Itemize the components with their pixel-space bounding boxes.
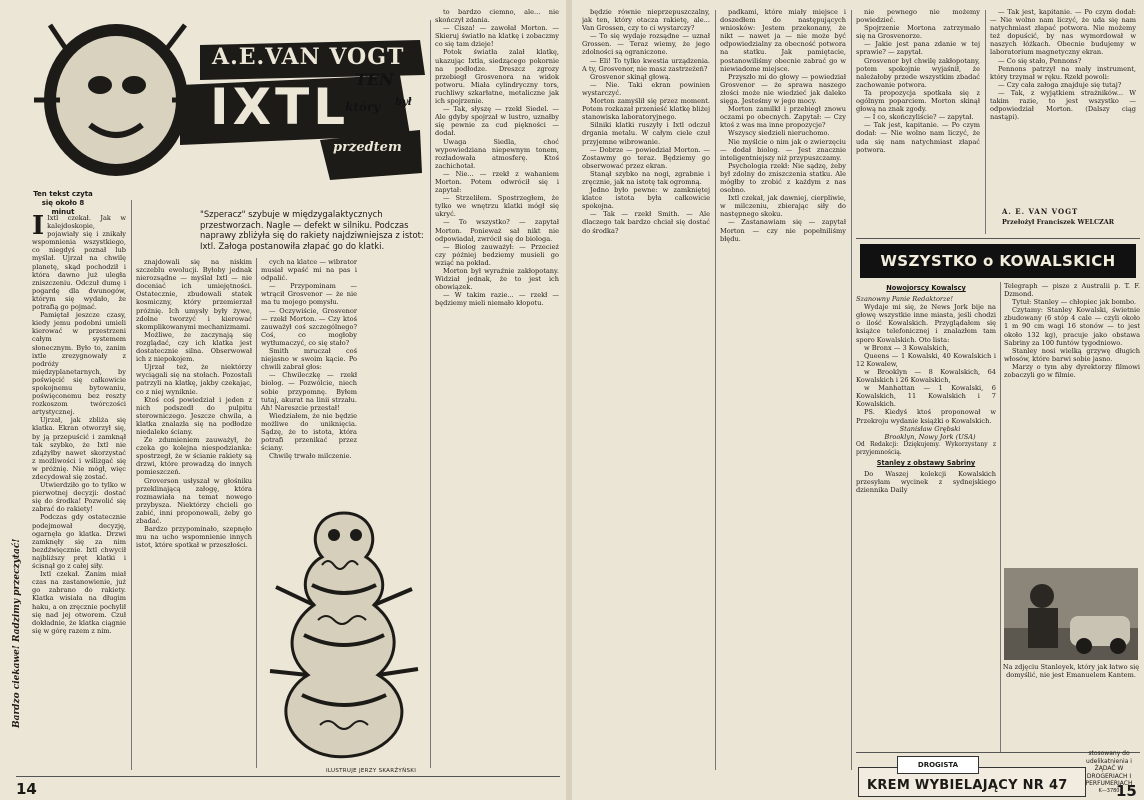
box-title: WSZYSTKO o KOWALSKICH	[860, 244, 1136, 278]
photo-caption: Na zdjęciu Stanleyek, który jak łatwo się domyślić, nie jest Emanuelem Kantem.	[1002, 663, 1140, 680]
drogista-logo: DROGISTA	[897, 756, 979, 774]
ad-headline: KREM WYBIELAJĄCY NR 47	[867, 778, 1068, 793]
sidebar-slogan: Bardzo ciekawe! Radzimy przeczytać!	[12, 538, 22, 728]
box-right-column: Telegraph — pisze z Australii p. T. F. Dzmond. Tytuł: Stanley — chłopiec jak bombo. Czytamy: Stanley Kowalski, świetnie zbudowany (6 stóp 4 cale — czyli około 1 m 90 cm wagi 16 stonów — to jest około 132 kg), pracuje jako obstawa Sabriny za 100 funtów tygodniowo. Stanley nosi wielką grzywę długich włosów, które barwi sobie jasno. Marzy o tym aby dyrektorzy filmowi zobaczyli go w filmie.	[1004, 282, 1140, 380]
reading-time: Ten tekst czyta się około 8 minut	[33, 190, 93, 216]
headline-byl: był	[395, 97, 412, 108]
article-column-3: cych na klatce — wibrator musiał wpaść mi na pas i odpalić. — Przypominam — wtrącił Grosvenor — że nie ma tu mojego pomysłu. — Oczywiście, Grosvenor — rzekł Morton. — Czy ktoś zauważył coś szczególnego? Coś, co mogłoby wytłumaczyć, co się stało? Smith mruczał coś niejasno w swoim kącie. Po chwili zabrał głos: — Chwileczkę — rzekł biolog. — Pozwólcie, niech sobie przypomnę. Byłem tutaj, akurat na linii strzału. Ah! Nareszcie przestał! Wiedziałem, że nie będzie możliwe do uniknięcia. Sądzę, że to istota, która potrafi przenikać przez ściany. Chwilę trwało milczenie.	[261, 258, 357, 461]
headline-title: IXTL	[210, 78, 350, 136]
right-column-3: nie pewnego nie możemy powiedzieć. Spojrzenie Mortona zatrzymało się na Grosvenorze. — Jakie jest pana zdanie w tej sprawie? — zapytał. Grosvenor był chwilę zakłopotany, potem spokojnie wyjaśnił, że należałoby przede wszystkim zbadać zachowanie potwora. Ta propozycja spotkała się z ogólnym poparciem. Morton skinął głową na znak zgody. — I co, skończyliście? — zapytał. — Tak jest, kapitanie. — Po czym dodał: — Nie wolno nam liczyć, że uda się nam natychmiast złapać potwora.	[856, 8, 980, 154]
ad-side-text: stosowany do udelikatnienia i ŻĄDAĆ W DROGERIACH I PERFUMERIACH K—3780	[1085, 750, 1133, 794]
ad-box	[858, 761, 1086, 797]
right-column-1: będzie równie nieprzepuszczalny, jak ten, który otacza rakietę, ale... Van Grossen, czy to ci wystarczy? — To się wydaje rozsądne — uznał Grossen. — Teraz wiemy, że jego zdolności są ograniczone. — Eli! To tylko kwestia urządzenia. A ty, Grosvenor, nie masz zastrzeżeń? Grosvenor skinął głową. — Nie. Taki ekran powinien wystarczyć. Morton zamyślił się przez moment. Potem rozkazał przenieść klatkę bliżej stanowiska laboratoryjnego. Silniki klatki ruszyły i Ixtl odczuł drgania metalu. W całym ciele czuł przyjemne wibrowanie. — Dobrze — powiedział Morton. — Zostawmy go teraz. Będziemy go obserwować przez ekran. Stanął szybko na nogi, zgrabnie i zręcznie, jak na istotę tak ogromną. Jedno było pewne: w zamkniętej klatce istota była całkowicie spokojna. — Tak — rzekł Smith. — Ale dlaczego tak bardzo chciał się dostać do środka?	[582, 8, 710, 235]
translator: Przełożył Franciszek WELCZAR	[1002, 218, 1115, 226]
article-column-2: znajdowali się na niskim szczeblu ewolucji. Byłoby jednak nierozsądne — myślał Ixtl — nie doceniać ich umiejętności. Ostatecznie, zbudowali statek kosmiczny, który przemierzał próżnię. Ich umysły były żywe, zdolne tworzyć i kierować skomplikowanymi mechanizmami. Możliwe, że zaczynają się rozglądać, czy ich klatka jest dostatecznie silna. Obserwował ich z niepokojem. Ujrzał też, że niektórzy wyciągali się na stołach. Pozostali patrzyli na klatkę, jakby czekając, co z niej wyniknie. Ktoś coś powiedział i jeden z nich podszedł do pulpitu sterowniczego. Jeszcze chwila, a klatka znalazła się na podłodze niedaleko ściany. Ze zdumieniem zauważył, że czeka go kolejna niespodzianka: spostrzegł, że w ścianie rakiety są drzwi, które prowadzą do innych pomieszczeń. Groverson usłyszał w głośniku przeklinającą załogę, która rozmawiała na temat nowego przybysza. Niektórzy chcieli go zabić, inni proponowali, żeby go zbadać. Bardzo przypominało, szepnęło mu na ucho wspomnienie innych istot, które spotkał w przeszłości.	[136, 258, 252, 550]
headline-author: A.E.VAN VOGT	[212, 44, 405, 70]
stanley-photo	[1004, 568, 1138, 660]
headline-przedtem: przedtem	[333, 140, 402, 155]
article-lead: "Szperacz" szybuje w międzygalaktycznych przestworzach. Nagle — defekt w silniku. Podczas naprawy zbliżyła się do rakiety najdziwniejsza z istot: Ixtl. Załoga postanowiła złapać go do klatki.	[200, 209, 424, 251]
article-column-1: I Ixtl czekał. Jak w kalejdoskopie, pojawiały się i znikały wspomnienia wszystkiego, co niegdyś poznał lub myślał. Ujrzał na chwilę planetę, skąd pochodził i która dawno już uległa zniszczeniu. Odczuł dumę i pogardę dla dwunogów, którym się wydało, że potrafią go pojmać. Pamiętał jeszcze czasy, kiedy jemu podobni umieli kierować w przestrzeni całym systemem słonecznym. Było to, zanim ixtle zrezygnowały z podróży międzyplanetarnych, by poświęcić się całkowicie spokojnemu bytowaniu, poświęconemu bez reszty rozkoszom twórczości artystycznej. Ujrzał, jak zbliża się klatka. Ekran otworzył się, by ją przepuścić i zamknął tak szybko, że Ixtl nie zdążyłby nawet skorzystać z możliwości i wślizgać się w próżnię. Nie mógł, więc zdecydował się zostać. Utwierdziło go to tylko w pierwotnej decyzji: dostać się do środka! Pozwolić się zabrać do rakiety! Podczas gdy ostatecznie podejmował decyzję, ogarnęła go klatka. Drzwi zamknęły się za nim bezdźwięcznie. Ixtl chwycił najbliższy pręt klatki i ścisnął go z całej siły. Ixtl czekał. Zanim miał czas na zastanowienie, już go zabrano do rakiety. Klatka wisiała na długim haku, a on zręcznie pochylił się nad jej otworem. Czuł dokładnie, że klatka ciągnie się w górę razem z nim.	[32, 214, 126, 635]
box-letter-column: Nowojorscy Kowalscy Szanowny Panie Redaktorze! Wydaje mi się, że News Jork bije na głowę wszystkie inne miasta, jeśli chodzi o ilość Kowalskich. Przyglądałem się książce telefonicznej i znalazłem tam sporo Kowalskich. Oto lista: w Bronx — 3 Kowalskich, Queens — 1 Kowalski, 40 Kowalskich i 12 Kowalew, w Brooklyn — 8 Kowalskich, 64 Kowalskich i 26 Kowalskich, w Manhattan — 1 Kowalski, 6 Kowalskich, 11 Kowalskich i 7 Kowalskich. PS. Kiedyś ktoś proponował w Przekroju wydanie książki o Kowalskich. Stanisław Grębski Brooklyn, Nowy Jork (USA) Od Redakcji: Dziękujemy. Wykorzystany z przyjemnością. Stanley z obstawy Sabriny Do Waszej kolekcji Kowalskich przesyłam wycinek z sydnejskiego dziennika Daily	[856, 284, 996, 495]
right-column-2: padkami, które miały miejsce i doszedłem do następujących wniosków: Jestem przekonany, że nikt — nawet ja — nie może być odpowiedzialny za obecność potwora na statku. Jak pamiętacie, postanowiliśmy obecnie zabrać go w niewiadome miejsce. Przyszło mi do głowy — powiedział Grosvenor — że sprawa naszego złości może nie wiedzieć jak daleko sięga. Jesteśmy w jego mocy. Morton zamilkł i przebiegł znowu oczami po obecnych. Zapytał: — Czy ktoś z was ma inne propozycje? Wszyscy siedzieli nieruchomo. Nie myślcie o nim jak o zwierzęciu — dodał biolog. — Jest znacznie inteligentniejszy niż przypuszczamy. Psychologia rzekł: Nie sądzę, żeby był zdolny do zniszczenia statku. Ale mógłby to zrobić z każdym z nas osobno. Ixtl czekał, jak dawniej, cierpliwie, w milczeniu, zbierając siły do następnego skoku. — Zastanawiam się — zapytał Morton — czy nie popełniliśmy błędu.	[720, 8, 846, 243]
ixtl-illustration	[262, 505, 426, 767]
headline-ktory: który	[345, 100, 381, 114]
author-sign: A. E. VAN VOGT	[1002, 207, 1079, 216]
box-subhead-1: Nowojorscy Kowalscy	[886, 284, 966, 292]
page-number-right: 15	[1116, 782, 1137, 800]
headline-ten: TEN	[355, 70, 394, 89]
page-number-left: 14	[16, 780, 37, 798]
article-column-4: to bardzo ciemno, ale... nie skończył zdania. — Cisza! — zawołał Morton. — Skieruj światło na klatkę i zobaczmy co się tam dzieje! Potok światła zalał klatkę, ukazując Ixtla, siedzącego pokornie na podłodze. Dreszcz zgrozy przebiegł Grosvenora na widok potworu. Miała cylindryczny tors, ruchliwy szkarłatne, metaliczne jak ich spojrzenie. — Tak, słyszę — rzekł Siedel. — Ale gdyby spojrzał w lustro, uznałby się pewnie za cud piękności — dodał. Uwaga Siedla, choć wypowiedziana niepewnym tonem, rozładowała atmosferę. Ktoś zachichotał. — Nie... — rzekł z wahaniem Morton. Potem odwrócił się i zapytał: — Strzeliłem. Spostrzegłem, że tylko we wnętrzu klatki mógł się ukryć. — To wszystko? — zapytał Morton. Ponieważ sał nikt nie odpowiadał, zwrócił się do biologa. — Biolog zauważył: — Przecież czy później bedziemy musieli go wziąć na pokład. Morton był wyraźnie zakłopotany. Widział jednak, że to jest ich obowiązek. — W takim razie... — rzekł — będziemy mieli niemało kłopotu.	[435, 8, 559, 308]
left-page	[0, 0, 566, 800]
box-subhead-2: Stanley z obstawy Sabriny	[876, 458, 976, 467]
right-column-4: — Tak jest, kapitanie. — Po czym dodał: — Nie wolno nam liczyć, że uda się nam natychmiast złapać potwora. Nie możemy też dopuścić, by nas wymordował w naszych łóżkach. Obecnie budujemy w laboratorium magnetyczny ekran. — Co się stało, Pennons? Pennons patrzył na mały instrument, który trzymał w ręku. Rzekł powoli: — Czy cała załoga znajduje się tutaj? — Tak, z wyjątkiem strażników... W takim razie, to jest wszystko — odpowiedział Morton. (Dalszy ciąg nastąpi).	[990, 8, 1136, 122]
illustration-credit: ILUSTRUJE JERZY SKARŻYŃSKI	[326, 768, 417, 774]
